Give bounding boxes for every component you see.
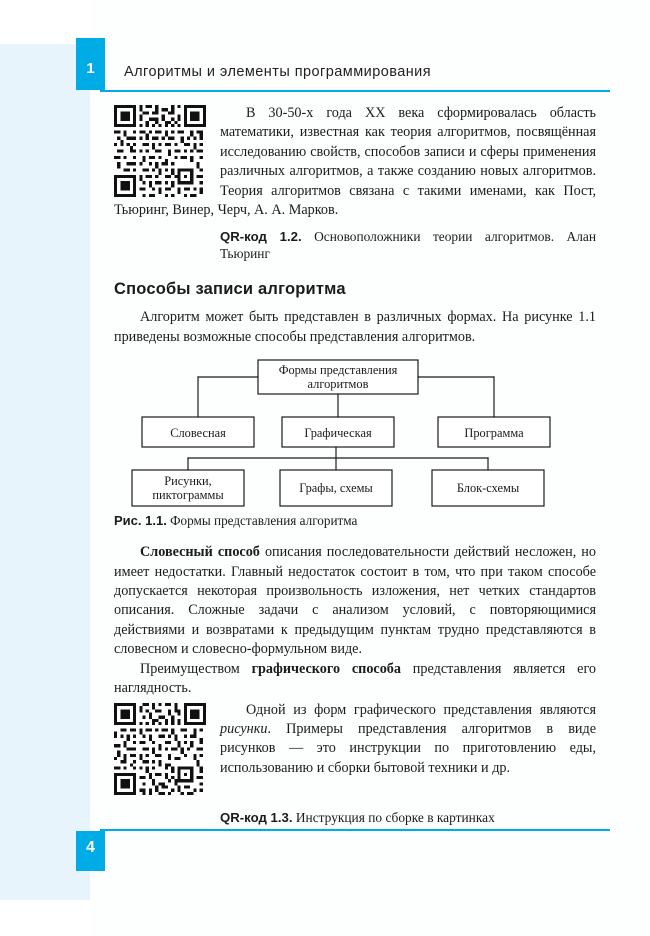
qr-1-caption-lead: QR-код 1.2. (220, 229, 302, 245)
pictures-paragraph-rest: . Примеры представления алгоритмов в виде рисунков — это инструкции по приготовлению еды, использованию и сборки бытовой техники и др. (220, 720, 596, 776)
figure-node-level1-0: Словесная (170, 426, 226, 441)
page-number-badge: 4 (76, 831, 105, 871)
qr-code-icon (114, 105, 206, 197)
figure-node-level2-0-line1: Рисунки, (164, 474, 212, 489)
verbal-method-bold: Словесный способ (140, 544, 260, 561)
qr-2-caption-text: Инструкция по сборке в картинках (295, 809, 495, 825)
figure-caption-lead: Рис. 1.1. (114, 513, 167, 529)
pictures-paragraph-italic: рисунки (220, 720, 268, 737)
verbal-method-rest: описания последовательности действий несложен, но имеет недостатки. Главный недостаток состоит в том, что при таком способе допускается некоторая произвольность изложения, нет четких стандартов описания. Сложные задачи с анализом условий, с повторяющимися действиями и возвратами к предыдущим пунктам трудно представляются в словесном и словесно-формульном виде. (114, 544, 596, 658)
verbal-method-paragraph (114, 543, 596, 659)
pictures-block (114, 701, 596, 799)
intro-block (114, 104, 596, 220)
figure-node-level2-2: Блок-схемы (456, 481, 520, 496)
page-header (76, 58, 610, 90)
page-content (114, 104, 596, 826)
qr-2-caption (220, 809, 596, 826)
qr-1-caption (220, 228, 596, 262)
figure-node-root-line1: Формы представления (278, 363, 398, 378)
header-divider (100, 90, 610, 92)
intro-paragraph-text: В 30-50-х года XX века сформировалась область математики, известная как теория алгоритмов, посвящённая исследованию свойств, способов записи и сферы применения различных алгоритмов, а также созданию новых алгоритмов. Теория алгоритмов связана с такими именами, как Пост, Тьюринг, Винер, Черч, А. А. Марков. (114, 105, 596, 219)
figure-node-level1-1: Графическая (304, 426, 372, 441)
page-title: Алгоритмы и элементы программирования (124, 64, 432, 80)
qr-1-caption-text: Основоположники теории алгоритмов. Алан Тьюринг (220, 229, 596, 262)
section-paragraph-text: Алгоритм может быть представлен в различных формах. На рисунке 1.1 приведены возможные способы представления алгоритмов. (114, 309, 596, 345)
section-paragraph (114, 308, 596, 347)
figure-node-level2-1: Графы, схемы (299, 481, 373, 496)
footer-divider (100, 829, 610, 831)
graphic-method-bold: графического способа (251, 660, 401, 677)
graphic-method-rest: представления является его наглядность. (114, 660, 597, 697)
qr-2-caption-lead: QR-код 1.3. (220, 809, 293, 825)
left-margin-strip (0, 0, 90, 936)
figure-node-root-line2: алгоритмов (307, 377, 369, 392)
figure-caption-text: Формы представления алгоритма (170, 513, 358, 529)
left-margin-bottom-gap (0, 900, 90, 936)
pictures-paragraph-pre: Одной из форм графического представления являются (246, 701, 596, 718)
graphic-method-pre: Преимуществом (140, 660, 252, 677)
figure-1-1 (114, 357, 596, 509)
figure-1-1-caption (114, 513, 596, 529)
qr-code-icon (114, 703, 206, 795)
figure-node-level1-2: Программа (464, 426, 524, 441)
section-heading: Способы записи алгоритма (114, 280, 346, 299)
chapter-number-badge: 1 (76, 38, 105, 90)
graphic-method-paragraph (114, 660, 596, 699)
figure-node-level2-0-line2: пиктограммы (152, 488, 224, 503)
